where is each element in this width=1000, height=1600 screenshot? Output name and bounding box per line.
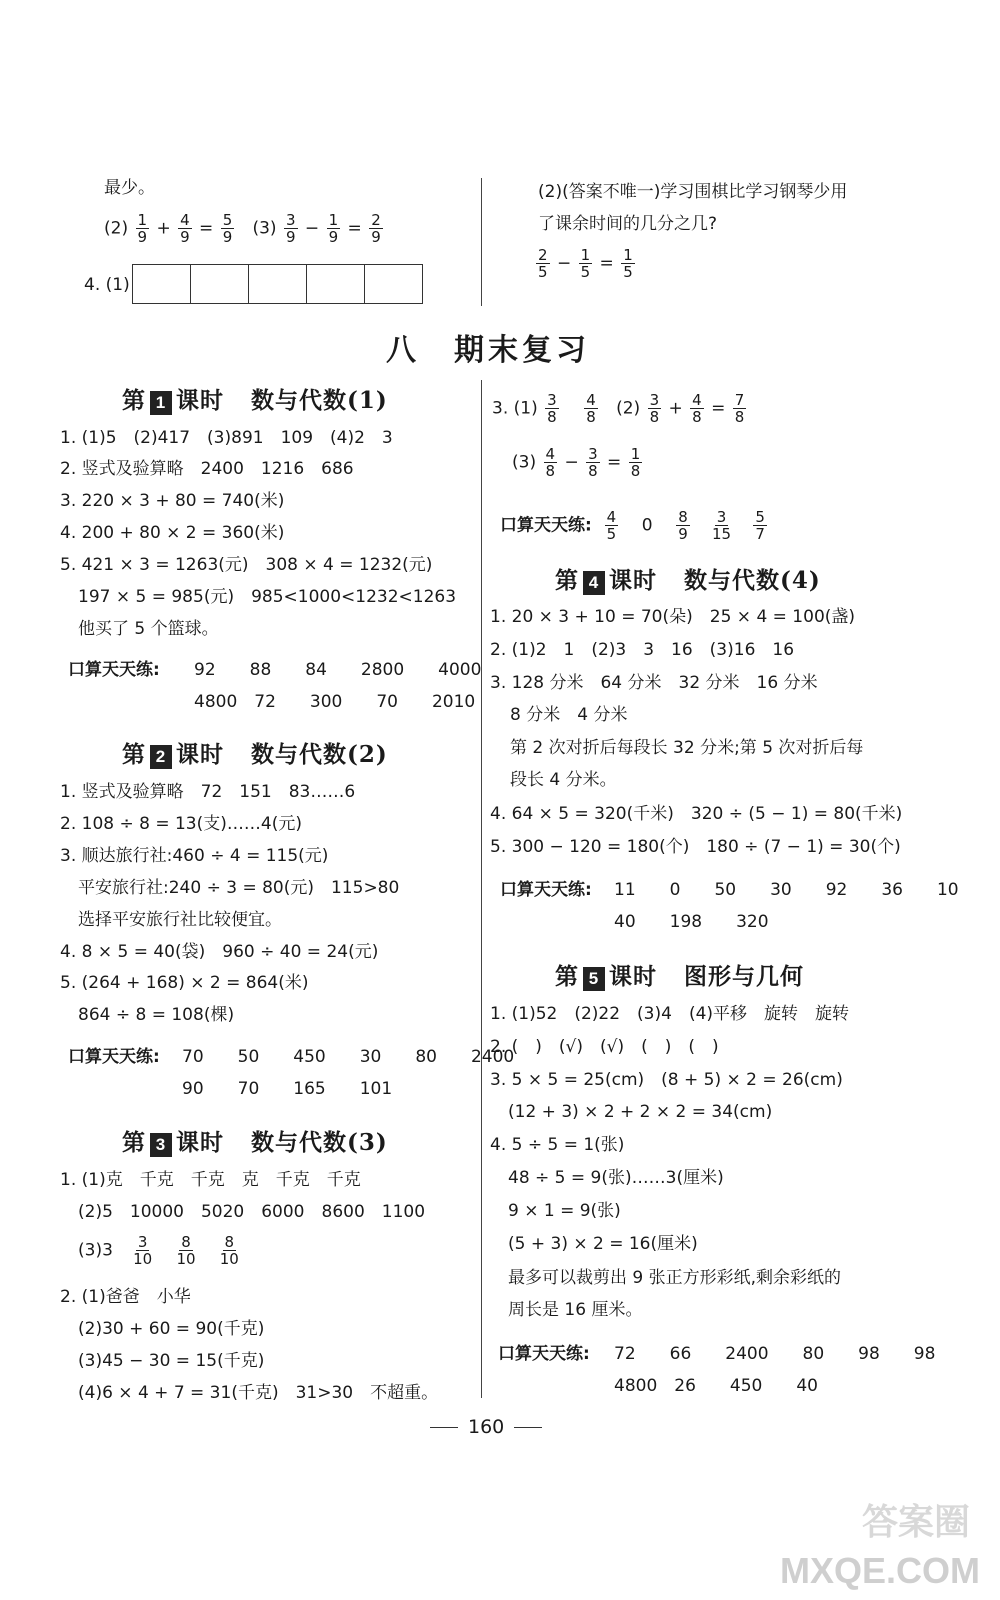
kousuan-answers: 90 70 165 101 [182, 1079, 393, 1099]
fraction: $\frac{4}{9}$ [180, 211, 190, 246]
lesson4-line: 1. 20 × 3 + 10 = 70(朵) 25 × 4 = 100(盏) [490, 607, 856, 627]
top-right-line1: (2)(答案不唯一)学习围棋比学习钢琴少用 [538, 182, 848, 202]
lesson5-line: 2. ( ) (√) (√) ( ) ( ) [490, 1037, 719, 1057]
lesson5-line: 最多可以裁剪出 9 张正方形彩纸,剩余彩纸的 [508, 1268, 842, 1288]
lesson2-line: 4. 8 × 5 = 40(袋) 960 ÷ 40 = 24(元) [60, 942, 379, 962]
answer-box [133, 265, 191, 303]
lesson5-line: 3. 5 × 5 = 25(cm) (8 + 5) × 2 = 26(cm) [490, 1070, 843, 1090]
lesson5-line: 9 × 1 = 9(张) [508, 1201, 621, 1221]
lesson1-line: 5. 421 × 3 = 1263(元) 308 × 4 = 1232(元) [60, 555, 433, 575]
lesson3-line: 2. (1)爸爸 小华 [60, 1287, 191, 1307]
lesson1-line: 3. 220 × 3 + 80 = 740(米) [60, 491, 285, 511]
lesson-number-badge: 4 [583, 571, 605, 595]
lesson5-heading: 第 5 课时 图形与几何 [555, 963, 805, 990]
lesson2-line: 2. 108 ÷ 8 = 13(支)……4(元) [60, 814, 302, 834]
watermark-logo: 答案圈 [861, 1502, 970, 1543]
kousuan-label: 口算天天练: [500, 880, 592, 900]
lesson5-line: 1. (1)52 (2)22 (3)4 (4)平移 旋转 旋转 [490, 1004, 850, 1024]
lesson2-line: 平安旅行社:240 ÷ 3 = 80(元) 115>80 [78, 878, 400, 898]
fraction: $\frac{3}{10}$ [133, 1233, 153, 1268]
fraction: $\frac{5}{7}$ [755, 508, 765, 543]
lesson3-fractions: (3)3 $\frac{3}{10}$ $\frac{8}{10}$ $\frac{8}{10}$ [78, 1233, 239, 1268]
lesson3-line: (3)45 − 30 = 15(千克) [78, 1351, 265, 1371]
answer-boxes [132, 264, 423, 304]
fraction: $\frac{4}{5}$ [606, 508, 617, 543]
fraction: $\frac{2}{9}$ [371, 211, 381, 246]
kousuan-answers: 92 88 84 2800 4000 [194, 660, 482, 680]
right-q3-line2: (3) $\frac{4}{8}$ − $\frac{3}{8}$ = $\frac{1}{8}$ [512, 445, 641, 480]
fraction: $\frac{1}{5}$ [623, 246, 633, 281]
lesson4-line: 段长 4 分米。 [510, 770, 617, 790]
lesson1-line: 2. 竖式及验算略 2400 1216 686 [60, 459, 354, 479]
dash-right [514, 1427, 542, 1428]
lesson5-line: 周长是 16 厘米。 [508, 1300, 643, 1320]
lesson3-line: (2)5 10000 5020 6000 8600 1100 [78, 1202, 426, 1222]
kousuan-label: 口算天天练: [68, 1047, 160, 1067]
kousuan-answers: 70 50 450 30 80 2400 [182, 1047, 515, 1067]
lesson5-line: 4. 5 ÷ 5 = 1(张) [490, 1135, 625, 1155]
q4-label: 4. (1) [84, 275, 130, 295]
page-number: 160 [420, 1416, 552, 1438]
fraction: $\frac{3}{15}$ [712, 508, 732, 543]
lesson4-line: 第 2 次对折后每段长 32 分米;第 5 次对折后每 [510, 738, 864, 758]
right-kousuan: 口算天天练: $\frac{4}{5}$ 0 $\frac{8}{9}$ $\frac{3}{15}$ $\frac{5}{7}$ [500, 508, 765, 543]
lesson-number-badge: 2 [150, 745, 172, 769]
fraction: $\frac{1}{8}$ [630, 445, 641, 480]
lesson2-line: 864 ÷ 8 = 108(棵) [78, 1005, 235, 1025]
fraction: $\frac{3}{8}$ [649, 391, 660, 426]
watermark-url: MXQE.COM [779, 1550, 980, 1591]
chapter-title: 八 期末复习 [386, 333, 590, 368]
column-divider-main [481, 380, 482, 1398]
top-right-line2: 了课余时间的几分之几? [538, 214, 718, 234]
fraction: $\frac{3}{8}$ [588, 445, 598, 480]
dash-left [430, 1427, 458, 1428]
fraction: $\frac{5}{9}$ [222, 211, 233, 246]
fraction: $\frac{2}{5}$ [538, 246, 548, 281]
lesson4-line: 3. 128 分米 64 分米 32 分米 16 分米 [490, 673, 818, 693]
lesson3-line: (4)6 × 4 + 7 = 31(千克) 31>30 不超重。 [78, 1383, 439, 1403]
kousuan-label: 口算天天练: [498, 1344, 590, 1364]
lesson2-line: 1. 竖式及验算略 72 151 83……6 [60, 782, 356, 802]
fraction: $\frac{4}{8}$ [692, 391, 702, 426]
lesson1-line: 197 × 5 = 985(元) 985<1000<1232<1263 [78, 587, 457, 607]
lesson1-line: 4. 200 + 80 × 2 = 360(米) [60, 523, 285, 543]
fraction: $\frac{3}{9}$ [285, 211, 296, 246]
fraction: $\frac{3}{8}$ [547, 391, 557, 426]
kousuan-answers: 40 198 320 [614, 912, 769, 932]
lesson1-heading: 第 1 课时 数与代数(1) [122, 387, 388, 414]
kousuan-label: 口算天天练: [68, 660, 160, 680]
lesson-number-badge: 1 [150, 391, 172, 415]
right-q3-line1: 3. (1) $\frac{3}{8}$ $\frac{4}{8}$ (2) $\frac{3}{8}$ + $\frac{4}{8}$ = $\frac{7}{8}$ [492, 391, 745, 426]
lesson3-line: (2)30 + 60 = 90(千克) [78, 1319, 265, 1339]
fraction: $\frac{7}{8}$ [734, 391, 745, 426]
top-right-equation: $\frac{2}{5}$ − $\frac{1}{5}$ = $\frac{1}{5}$ [538, 246, 633, 281]
lesson5-line: (5 + 3) × 2 = 16(厘米) [508, 1234, 698, 1254]
fraction: $\frac{8}{9}$ [678, 508, 688, 543]
lesson1-line: 1. (1)5 (2)417 (3)891 109 (4)2 3 [60, 428, 393, 448]
top-left-line1: 最少。 [104, 178, 155, 198]
fraction: $\frac{8}{10}$ [219, 1233, 239, 1268]
lesson1-line: 他买了 5 个篮球。 [78, 619, 219, 639]
kousuan-answers: 4800 26 450 40 [614, 1376, 818, 1396]
kousuan-answers: 4800 72 300 70 2010 [194, 692, 476, 712]
fraction: $\frac{1}{9}$ [137, 211, 148, 246]
fraction: $\frac{1}{5}$ [580, 246, 591, 281]
top-left-equations: (2) $\frac{1}{9}$ + $\frac{4}{9}$ = $\frac{5}{9}$ (3) $\frac{3}{9}$ − $\frac{1}{9}$ = $\frac{2}{9}$ [104, 211, 381, 246]
lesson3-line: 1. (1)克 千克 千克 克 千克 千克 [60, 1170, 361, 1190]
lesson2-line: 3. 顺达旅行社:460 ÷ 4 = 115(元) [60, 846, 329, 866]
answer-box [191, 265, 249, 303]
kousuan-answers: 72 66 2400 80 98 98 [614, 1344, 936, 1364]
fraction: $\frac{4}{8}$ [545, 445, 556, 480]
lesson-number-badge: 3 [150, 1133, 172, 1157]
fraction: $\frac{8}{10}$ [176, 1233, 196, 1268]
lesson4-line: 2. (1)2 1 (2)3 3 16 (3)16 16 [490, 640, 795, 660]
answer-box [307, 265, 365, 303]
lesson3-heading: 第 3 课时 数与代数(3) [122, 1129, 388, 1156]
lesson5-line: 48 ÷ 5 = 9(张)……3(厘米) [508, 1168, 724, 1188]
answer-box [365, 265, 422, 303]
fraction: $\frac{4}{8}$ [586, 391, 596, 426]
kousuan-label: 口算天天练: [500, 515, 592, 536]
lesson-number-badge: 5 [583, 967, 605, 991]
lesson4-heading: 第 4 课时 数与代数(4) [555, 567, 821, 594]
lesson2-heading: 第 2 课时 数与代数(2) [122, 741, 388, 768]
kousuan-answers: 11 0 50 30 92 36 10 [614, 880, 959, 900]
lesson4-line: 4. 64 × 5 = 320(千米) 320 ÷ (5 − 1) = 80(千米) [490, 804, 903, 824]
fraction: $\frac{1}{9}$ [328, 211, 339, 246]
lesson2-line: 5. (264 + 168) × 2 = 864(米) [60, 973, 309, 993]
lesson4-line: 5. 300 − 120 = 180(个) 180 ÷ (7 − 1) = 30(个) [490, 837, 901, 857]
answer-box [249, 265, 307, 303]
lesson5-line: (12 + 3) × 2 + 2 × 2 = 34(cm) [508, 1102, 773, 1122]
lesson2-line: 选择平安旅行社比较便宜。 [78, 910, 282, 930]
lesson4-line: 8 分米 4 分米 [510, 705, 628, 725]
column-divider-top [481, 178, 482, 306]
